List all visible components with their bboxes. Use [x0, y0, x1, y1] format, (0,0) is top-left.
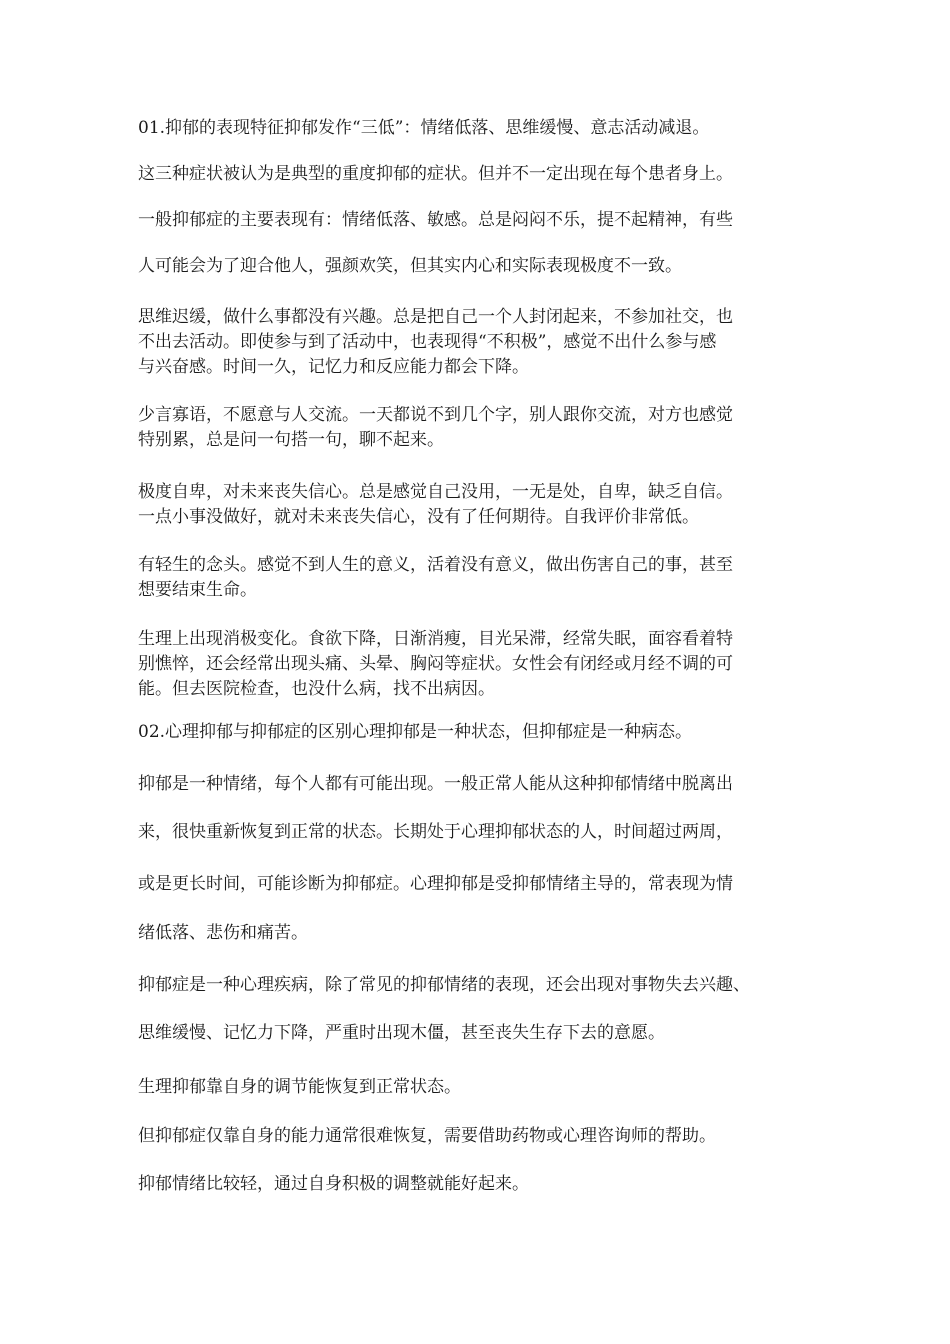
text-line-10: 极度自卑，对未来丧失信心。总是感觉自己没用，一无是处，自卑，缺乏自信。	[138, 482, 733, 502]
text-line-19: 来，很快重新恢复到正常的状态。长期处于心理抑郁状态的人，时间超过两周，	[138, 822, 733, 842]
text-line-6: 不出去活动。即使参与到了活动中，也表现得“不积极”，感觉不出什么参与感	[138, 332, 717, 352]
text-line-17: 02.心理抑郁与抑郁症的区别心理抑郁是一种状态，但抑郁症是一种病态。	[138, 722, 693, 742]
text-line-4: 人可能会为了迎合他人，强颜欢笑，但其实内心和实际表现极度不一致。	[138, 256, 682, 276]
text-line-5: 思维迟缓，做什么事都没有兴趣。总是把自己一个人封闭起来，不参加社交，也	[138, 307, 733, 327]
text-line-22: 抑郁症是一种心理疾病，除了常见的抑郁情绪的表现，还会出现对事物失去兴趣、	[138, 975, 750, 995]
text-line-26: 抑郁情绪比较轻，通过自身积极的调整就能好起来。	[138, 1174, 529, 1194]
text-line-11: 一点小事没做好，就对未来丧失信心，没有了任何期待。自我评价非常低。	[138, 507, 699, 527]
text-line-23: 思维缓慢、记忆力下降，严重时出现木僵，甚至丧失生存下去的意愿。	[138, 1023, 665, 1043]
text-line-8: 少言寡语，不愿意与人交流。一天都说不到几个字，别人跟你交流，对方也感觉	[138, 405, 733, 425]
text-line-24: 生理抑郁靠自身的调节能恢复到正常状态。	[138, 1077, 461, 1097]
text-line-3: 一般抑郁症的主要表现有：情绪低落、敏感。总是闷闷不乐，提不起精神，有些	[138, 210, 733, 230]
text-line-13: 想要结束生命。	[138, 580, 257, 600]
text-line-21: 绪低落、悲伤和痛苦。	[138, 923, 308, 943]
text-line-20: 或是更长时间，可能诊断为抑郁症。心理抑郁是受抑郁情绪主导的，常表现为情	[138, 874, 733, 894]
text-line-15: 别憔悴，还会经常出现头痛、头晕、胸闷等症状。女性会有闭经或月经不调的可	[138, 654, 733, 674]
text-line-7: 与兴奋感。时间一久，记忆力和反应能力都会下降。	[138, 357, 529, 377]
text-line-18: 抑郁是一种情绪，每个人都有可能出现。一般正常人能从这种抑郁情绪中脱离出	[138, 774, 733, 794]
text-line-1: 01.抑郁的表现特征抑郁发作“三低”：情绪低落、思维缓慢、意志活动减退。	[138, 118, 710, 138]
text-line-2: 这三种症状被认为是典型的重度抑郁的症状。但并不一定出现在每个患者身上。	[138, 164, 733, 184]
text-line-14: 生理上出现消极变化。食欲下降，日渐消瘦，目光呆滞，经常失眠，面容看着特	[138, 629, 733, 649]
text-line-9: 特别累，总是问一句搭一句，聊不起来。	[138, 430, 444, 450]
text-line-12: 有轻生的念头。感觉不到人生的意义，活着没有意义，做出伤害自己的事，甚至	[138, 555, 733, 575]
text-line-16: 能。但去医院检查，也没什么病，找不出病因。	[138, 679, 495, 699]
text-line-25: 但抑郁症仅靠自身的能力通常很难恢复，需要借助药物或心理咨询师的帮助。	[138, 1126, 716, 1146]
